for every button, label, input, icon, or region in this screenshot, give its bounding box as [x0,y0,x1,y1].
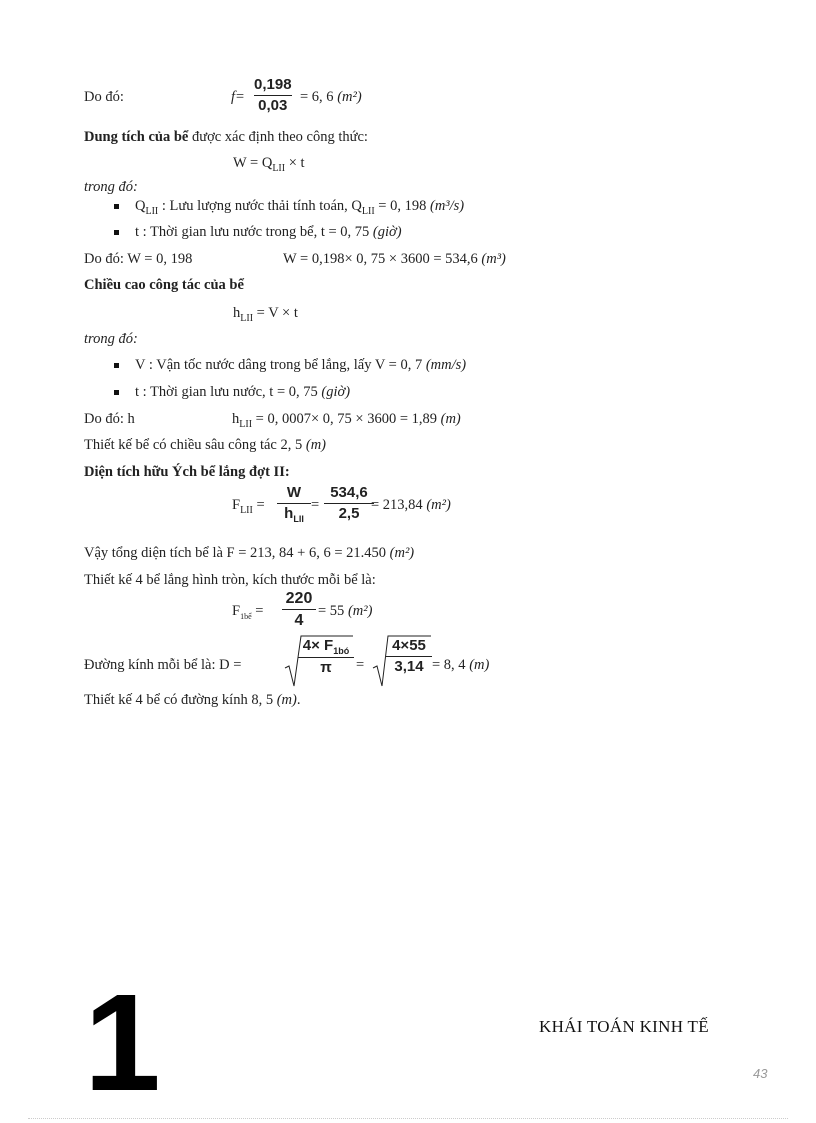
fraction-4x55 [386,637,432,676]
area-eq2: = [311,497,320,513]
bullet-icon [114,230,119,235]
trong-do-2: trong đó: [84,331,138,347]
f1be-lhs: $F_{1bể}$ = [232,603,264,621]
section-heading-area: Diện tích hữu Ých bể lắng đợt II: [84,464,290,480]
fraction-denominator: 2,5 [338,505,360,522]
fraction-numerator: 4×55 [392,637,426,654]
section-heading-volume: Dung tích của bể được xác định theo công thức: [84,129,368,145]
formula-w: $W = Q_{LII} \times t$ [233,155,305,174]
total-area-line: Vậy tổng diện tích bể là F = 213, 84 + 6, 6 = 21.450 (m²) [84,545,415,561]
area-result: = 213,84 (m²) [371,497,451,513]
f1be-result: = 55 (m²) [318,603,373,619]
fraction-534-2 [324,484,374,523]
bullet-t2: t : Thời gian lưu nước, t = 0, 75 (giờ) [135,384,351,400]
fraction-w-h [277,484,311,524]
section-heading-height: Chiều cao công tác của bể [84,277,244,293]
w-result: W = 0,198× 0, 75 × 3600 = 534,6 (m³) [283,251,506,267]
fraction-4f-pi [298,637,354,677]
diameter-eq: = [356,657,365,673]
fraction-numerator: 534,6 [330,484,368,501]
fraction-numerator: W [286,484,302,501]
do-do-h: Do đó: h [84,411,135,427]
bullet-icon [114,363,119,368]
f-symbol: f= [231,89,245,105]
fraction-denominator: π [320,659,332,676]
final-design-line: Thiết kế 4 bể có đường kính 8, 5 (m). [84,692,301,708]
chapter-number: 1 [84,966,161,1120]
fraction-denominator: $h_{LII}$ [284,505,304,524]
fraction-f [254,76,292,115]
footer-divider [28,1118,788,1119]
fraction-numerator: 0,198 [254,76,292,93]
diameter-result: = 8, 4 (m) [432,657,490,673]
do-do-w: Do đó: W = 0, 198 [84,251,193,267]
formula-h: $h_{LII} = V \times t$ [233,305,298,324]
bullet-t: t : Thời gian lưu nước trong bể, t = 0, 75 (giờ) [135,224,402,240]
area-formula-lhs: $F_{LII}$ = [232,497,265,516]
trong-do-1: trong đó: [84,179,138,195]
chapter-title: KHÁI TOÁN KINH TẾ [539,1017,709,1036]
fraction-denominator: 4 [294,612,304,629]
fraction-numerator: 220 [285,590,313,607]
depth-line: Thiết kế bể có chiều sâu công tác 2, 5 (m) [84,437,326,453]
bullet-icon [114,204,119,209]
fraction-numerator: $4\times F_{1bó}$ [302,637,350,656]
design-4-tanks: Thiết kế 4 bể lắng hình tròn, kích thước mỗi bể là: [84,572,376,588]
diameter-label: Đường kính mỗi bể là: D = [84,657,242,673]
h-result: $h_{LII} = 0$, 0007× 0, 75 × 3600 = 1,89 (m) [232,411,461,430]
bullet-icon [114,390,119,395]
page-number: 43 [753,1066,768,1081]
fraction-denominator: 3,14 [394,658,424,675]
fraction-220-4 [282,589,316,630]
bullet-q: $Q_{LII}$ : Lưu lượng nước thải tính toán, $Q_{LII} = 0$, 198 (m³/s) [135,198,465,217]
bullet-v: V : Vận tốc nước dâng trong bể lắng, lấy V = 0, 7 (mm/s) [135,357,467,373]
f-result: = 6, 6 (m²) [300,89,362,105]
fraction-denominator: 0,03 [258,97,288,114]
do-do-label: Do đó: [84,89,124,105]
